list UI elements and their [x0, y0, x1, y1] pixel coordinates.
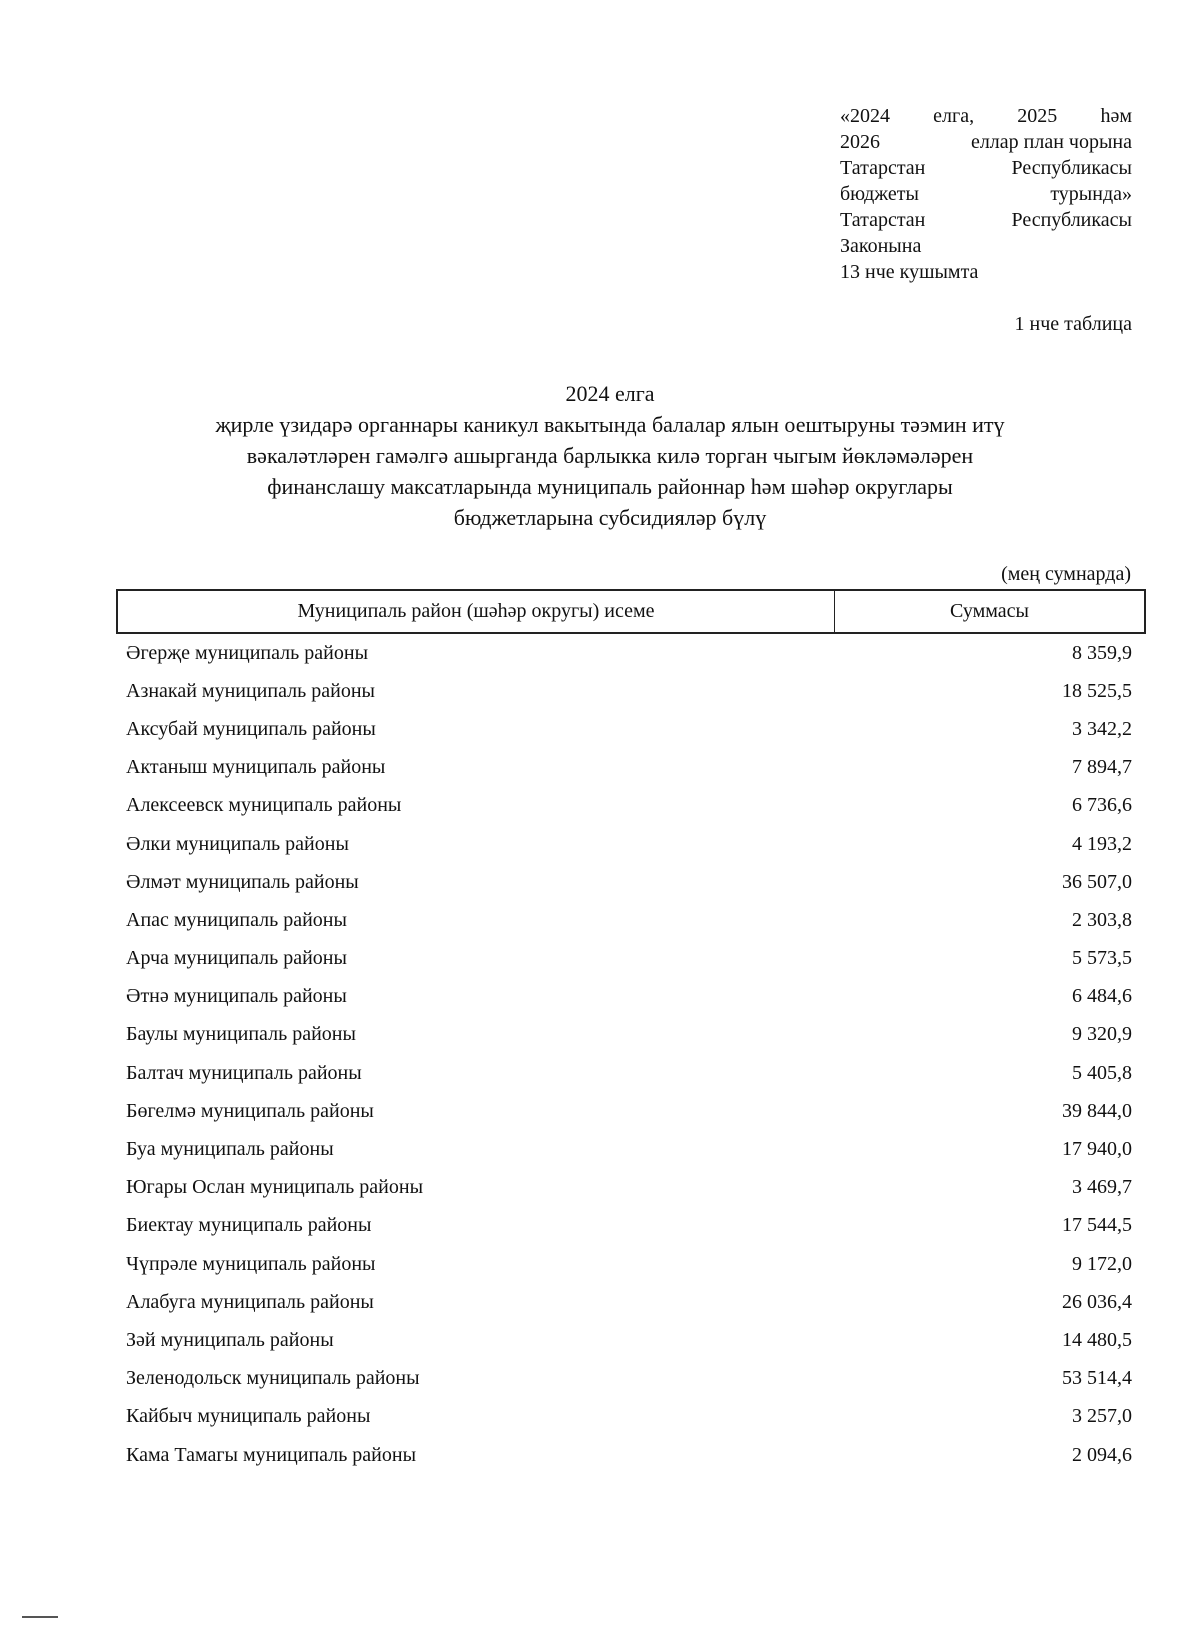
table-row: [126, 1360, 1132, 1398]
row-sum: 53 514,4: [1062, 1367, 1132, 1390]
row-sum: 4 193,2: [1072, 832, 1132, 855]
title-line: финанслашу максатларында муниципаль районнар һәм шәһәр округлары: [267, 474, 953, 499]
title-line: бюджетларына субсидияләр бүлү: [453, 505, 767, 530]
row-name: Арча муниципаль районы: [126, 947, 347, 970]
table-row: [126, 749, 1132, 787]
row-name: Зәй муниципаль районы: [126, 1328, 334, 1351]
table-row: [126, 901, 1132, 939]
row-name: Буа муниципаль районы: [126, 1138, 334, 1161]
appendix-word: елга,: [933, 105, 975, 127]
appendix-word: турында»: [1050, 183, 1132, 205]
table-row: [126, 1016, 1132, 1054]
row-name: Балтач муниципаль районы: [126, 1061, 362, 1084]
row-sum: 3 342,2: [1072, 717, 1132, 740]
row-sum: 9 172,0: [1072, 1252, 1132, 1275]
row-name: Кама Тамагы муниципаль районы: [126, 1443, 417, 1466]
appendix-word: Татарстан: [840, 209, 926, 231]
row-name: Актаныш муниципаль районы: [126, 756, 386, 779]
row-name: Югары Ослан муниципаль районы: [126, 1176, 424, 1199]
row-sum: 6 736,6: [1072, 794, 1132, 817]
table-row: [126, 1092, 1132, 1130]
row-name: Әгерҗе муниципаль районы: [126, 641, 369, 664]
appendix-word: 2026: [840, 131, 880, 153]
row-sum: 17 544,5: [1062, 1214, 1132, 1237]
appendix-line-6: [840, 233, 1132, 259]
row-name: Баулы муниципаль районы: [126, 1023, 356, 1046]
appendix-line-1: [840, 103, 1132, 129]
row-sum: 26 036,4: [1062, 1290, 1132, 1313]
row-sum: 2 303,8: [1072, 908, 1132, 931]
table-row: [126, 710, 1132, 748]
row-name: Алабуга муниципаль районы: [126, 1290, 374, 1313]
table-body: [126, 634, 1132, 1474]
table-row: [126, 1207, 1132, 1245]
row-name: Чүпрәле муниципаль районы: [126, 1252, 376, 1275]
unit-note: (мең сумнарда): [1001, 563, 1131, 585]
table-row: [126, 978, 1132, 1016]
appendix-line-5: [840, 207, 1132, 233]
table-row: [126, 940, 1132, 978]
appendix-word: еллар план чорына: [970, 131, 1132, 153]
column-header-sum: Суммасы: [950, 600, 1029, 622]
table-row: [126, 863, 1132, 901]
table-row: [126, 1436, 1132, 1474]
row-name: Әтнә муниципаль районы: [126, 985, 347, 1008]
scan-edge-mark: [22, 1616, 58, 1626]
table-row: [126, 1245, 1132, 1283]
document-title: [60, 378, 1160, 533]
appendix-word: Татарстан: [840, 157, 926, 179]
row-sum: 5 573,5: [1072, 947, 1132, 970]
row-sum: 14 480,5: [1062, 1328, 1132, 1351]
table-number: 1 нче таблица: [1014, 313, 1132, 335]
row-name: Апас муниципаль районы: [126, 908, 347, 931]
row-sum: 7 894,7: [1072, 756, 1132, 779]
row-sum: 17 940,0: [1062, 1138, 1132, 1161]
row-sum: 18 525,5: [1062, 679, 1132, 702]
table-row: [126, 787, 1132, 825]
row-sum: 36 507,0: [1062, 870, 1132, 893]
table-row: [126, 1398, 1132, 1436]
appendix-line-7: [840, 259, 1132, 285]
row-sum: 3 469,7: [1072, 1176, 1132, 1199]
table-row: [126, 825, 1132, 863]
row-name: Әлмәт муниципаль районы: [126, 870, 359, 893]
appendix-word: һәм: [1100, 105, 1132, 127]
appendix-line-3: [840, 155, 1132, 181]
title-year: 2024 елга: [565, 381, 655, 406]
appendix-reference: [840, 103, 1132, 285]
table-row: [126, 1130, 1132, 1168]
column-header-name: Муниципаль район (шәһәр округы) исеме: [118, 591, 835, 632]
row-sum: 8 359,9: [1072, 641, 1132, 664]
appendix-word: Республикасы: [1011, 157, 1132, 179]
title-line: вәкаләтләрен гамәлгә ашырганда барлыкка килә торган чыгым йөкләмәләрен: [246, 443, 974, 468]
title-line: җирле үзидарә органнары каникул вакытында балалар ялын оештыруны тәэмин итү: [215, 412, 1005, 437]
appendix-word: «2024: [840, 105, 890, 127]
table-header: [116, 589, 1146, 634]
row-sum: 2 094,6: [1072, 1443, 1132, 1466]
row-name: Биектау муниципаль районы: [126, 1214, 372, 1237]
table-row: [126, 1321, 1132, 1359]
table-row: [126, 1169, 1132, 1207]
row-sum: 6 484,6: [1072, 985, 1132, 1008]
row-name: Аксубай муниципаль районы: [126, 717, 376, 740]
table-row: [126, 1283, 1132, 1321]
row-name: Бөгелмә муниципаль районы: [126, 1099, 374, 1122]
row-name: Әлки муниципаль районы: [126, 832, 349, 855]
table-row: [126, 1054, 1132, 1092]
row-name: Азнакай муниципаль районы: [126, 679, 375, 702]
appendix-word: Законына: [840, 235, 922, 257]
appendix-word: 2025: [1017, 105, 1058, 127]
table-row: [126, 634, 1132, 672]
table-row: [126, 672, 1132, 710]
appendix-line-2: [840, 129, 1132, 155]
row-sum: 39 844,0: [1062, 1099, 1132, 1122]
row-name: Алексеевск муниципаль районы: [126, 794, 402, 817]
row-sum: 3 257,0: [1072, 1405, 1132, 1428]
row-sum: 5 405,8: [1072, 1061, 1132, 1084]
row-sum: 9 320,9: [1072, 1023, 1132, 1046]
appendix-line-4: [840, 181, 1132, 207]
row-name: Зеленодольск муниципаль районы: [126, 1367, 420, 1390]
appendix-number: 13 нче кушымта: [840, 261, 979, 283]
row-name: Кайбыч муниципаль районы: [126, 1405, 371, 1428]
appendix-word: Республикасы: [1011, 209, 1132, 231]
appendix-word: бюджеты: [840, 183, 919, 205]
